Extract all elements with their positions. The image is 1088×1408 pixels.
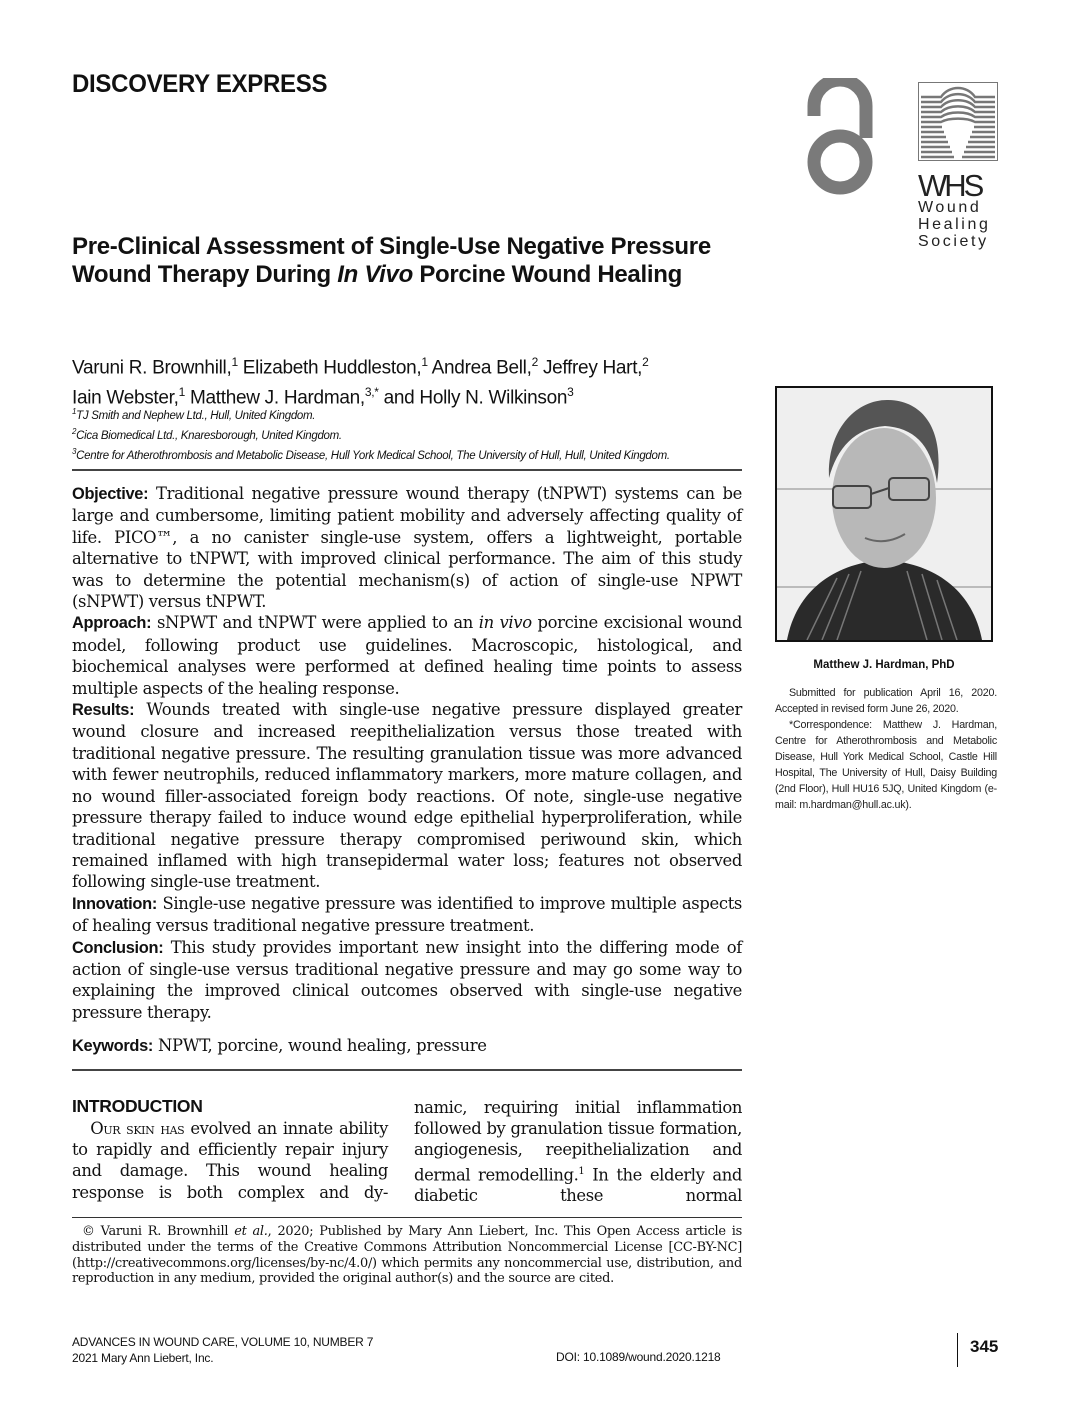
objective-text: Traditional negative pressure wound therapy (tNPWT) systems can be large and cumbersome, limiting patient mobility and adversely affecting quality of life. PICO™, a no canister single-use system, offers a lightweight, portable alternative to tNPWT, with improved clinical performance. The aim of this study was to determine the potential mechanism(s) of action of single-use NPWT (sNPWT) versus tNPWT. xyxy=(72,484,742,612)
author-affiliation: 1 xyxy=(231,355,238,369)
society-logo xyxy=(918,82,1000,252)
divider xyxy=(72,1217,742,1218)
innovation-text: Single-use negative pressure was identified to improve multiple aspects of healing versus traditional negative pressure treatment. xyxy=(72,893,742,936)
keywords xyxy=(72,1035,742,1057)
society-abbr: WHS xyxy=(918,168,982,203)
photo-caption: Matthew J. Hardman, PhD xyxy=(813,659,955,671)
publisher: 2021 Mary Ann Liebert, Inc. xyxy=(72,1351,214,1365)
submission-dates: Submitted for publication April 16, 2020. Accepted in revised form June 26, 2020. xyxy=(775,687,997,715)
journal-name: ADVANCES IN WOUND CARE, VOLUME 10, NUMBER 7 xyxy=(72,1335,374,1349)
divider xyxy=(72,469,742,471)
abstract-results xyxy=(72,699,742,893)
wound-healing-society-icon xyxy=(918,82,998,161)
author-portrait-icon xyxy=(777,388,991,640)
author: Andrea Bell, xyxy=(431,357,532,379)
abstract xyxy=(72,483,742,1023)
author-affiliation: 1 xyxy=(421,355,428,369)
author: Varuni R. Brownhill, xyxy=(72,357,232,379)
divider xyxy=(957,1333,958,1367)
results-label: Results: xyxy=(72,701,135,720)
body-column-left xyxy=(72,1118,388,1203)
keywords-label: Keywords: xyxy=(72,1037,154,1055)
author: Elizabeth Huddleston, xyxy=(242,357,422,379)
doi[interactable]: DOI: 10.1089/wound.2020.1218 xyxy=(556,1350,721,1364)
article-title xyxy=(72,233,762,289)
body-column-right xyxy=(414,1097,742,1206)
body-text: evolved an innate ability to rapidly and efficiently repair injury and damage. This wound healing response is both complex and dy- xyxy=(72,1119,388,1202)
license-text-end: , 2020; Published by Mary Ann Liebert, Inc. This Open Access article is distributed under the terms of the Creative Commons Attribution Noncommercial License [CC-BY-NC] (http://creativecommons.org/licenses/by-nc/4.0/) which permits any noncommercial use, distribution, and reproduction in any medium, provided the original author(s) and the source are cited. xyxy=(72,1224,743,1287)
affiliation-number: 1 xyxy=(72,407,77,416)
affiliation-text: Cica Biomedical Ltd., Knaresborough, United Kingdom. xyxy=(76,429,342,442)
affiliation-number: 2 xyxy=(72,426,77,436)
affiliation-item xyxy=(72,444,762,464)
society-name-line2: Healing xyxy=(918,216,991,233)
affiliation-item xyxy=(72,404,762,424)
body-text: namic, requiring initial inflammation followed by granulation tissue formation, angiogenesis, reepithelialization and dermal remodelling. xyxy=(414,1098,742,1185)
divider xyxy=(72,1069,742,1071)
title-text-end: Porcine Wound Healing xyxy=(412,261,682,288)
affiliation-text: Centre for Atherothrombosis and Metabolic Disease, Hull York Medical School, The University of Hull, Hull, United Kingdom. xyxy=(76,449,670,462)
approach-text: sNPWT and tNPWT were applied to an xyxy=(151,613,479,633)
affiliation-text: TJ Smith and Nephew Ltd., Hull, United Kingdom. xyxy=(76,409,316,422)
author: Iain Webster, xyxy=(72,387,179,409)
author-affiliation: 3 xyxy=(567,385,574,400)
affiliations xyxy=(72,404,762,463)
author-affiliation: 1 xyxy=(178,385,186,400)
author: and Holly N. Wilkinson xyxy=(383,387,568,409)
approach-italic: in vivo xyxy=(478,613,532,633)
author-affiliation: 2 xyxy=(642,355,649,369)
journal-info xyxy=(72,1334,373,1366)
body-text-end: In the elderly and diabetic these normal xyxy=(414,1165,743,1206)
reference-marker[interactable]: 1 xyxy=(578,1165,585,1177)
abstract-innovation xyxy=(72,893,742,937)
author-affiliation: 3,* xyxy=(364,385,379,400)
section-heading: INTRODUCTION xyxy=(72,1096,203,1116)
section-label: DISCOVERY EXPRESS xyxy=(72,70,328,98)
author: Matthew J. Hardman, xyxy=(190,387,365,409)
keywords-text: NPWT, porcine, wound healing, pressure xyxy=(153,1036,487,1055)
society-name-line3: Society xyxy=(918,233,989,250)
lead-in-smallcaps: Our skin has xyxy=(90,1119,185,1138)
society-name-line1: Wound xyxy=(918,199,982,216)
abstract-conclusion xyxy=(72,937,742,1024)
correspondence: *Correspondence: Matthew J. Hardman, Centre for Atherothrombosis and Metabolic Disease, Hull York Medical School, Castle Hill Hospital, The University of Hull, Daisy Building (2nd Floor), Hull HU16 5JQ, United Kingdom (e-mail: m.hardman@hull.ac.uk). xyxy=(775,719,997,811)
submission-notes xyxy=(775,685,997,813)
innovation-label: Innovation: xyxy=(72,894,158,913)
approach-label: Approach: xyxy=(72,614,152,633)
abstract-objective xyxy=(72,483,742,612)
results-text: Wounds treated with single-use negative pressure displayed greater wound closure and increased reepithelialization versus those treated with traditional negative pressure. The resulting granulation tissue was more advanced with fewer neutrophils, reduced inflammatory markers, more mature collagen, and no wound filler-associated foreign body reactions. Of note, single-use negative pressure therapy failed to induce wound edge epithelial hyperproliferation, while traditional negative pressure therapy compromised periwound skin, which remained inflamed with high transepidermal water loss; features not observed following single-use treatment. xyxy=(72,700,742,892)
author: Jeffrey Hart, xyxy=(542,357,643,379)
open-access-icon xyxy=(800,78,880,198)
author-photo xyxy=(775,386,993,642)
affiliation-number: 3 xyxy=(72,446,77,456)
conclusion-label: Conclusion: xyxy=(72,938,164,957)
title-italic: In Vivo xyxy=(337,261,413,288)
author-list xyxy=(72,350,762,411)
license-italic: et al. xyxy=(234,1224,268,1239)
author-affiliation: 2 xyxy=(531,355,538,369)
conclusion-text: This study provides important new insight into the differing mode of action of single-use versus traditional negative pressure and may go some way to explaining the improved clinical outcomes observed with single-use negative pressure therapy. xyxy=(72,937,742,1022)
objective-label: Objective: xyxy=(72,485,149,503)
affiliation-item xyxy=(72,424,762,444)
page-number: 345 xyxy=(970,1337,999,1356)
license-text: © Varuni R. Brownhill xyxy=(82,1224,235,1239)
title-text: Pre-Clinical Assessment of Single-Use Negative Pressure Wound Therapy During xyxy=(72,233,711,288)
abstract-approach xyxy=(72,612,742,699)
approach-text-end: porcine excisional wound model, following product use guidelines. Macroscopic, histological, and biochemical analyses were performed at defined healing time points to assess multiple aspects of the healing response. xyxy=(72,613,742,698)
license-notice xyxy=(72,1224,742,1287)
